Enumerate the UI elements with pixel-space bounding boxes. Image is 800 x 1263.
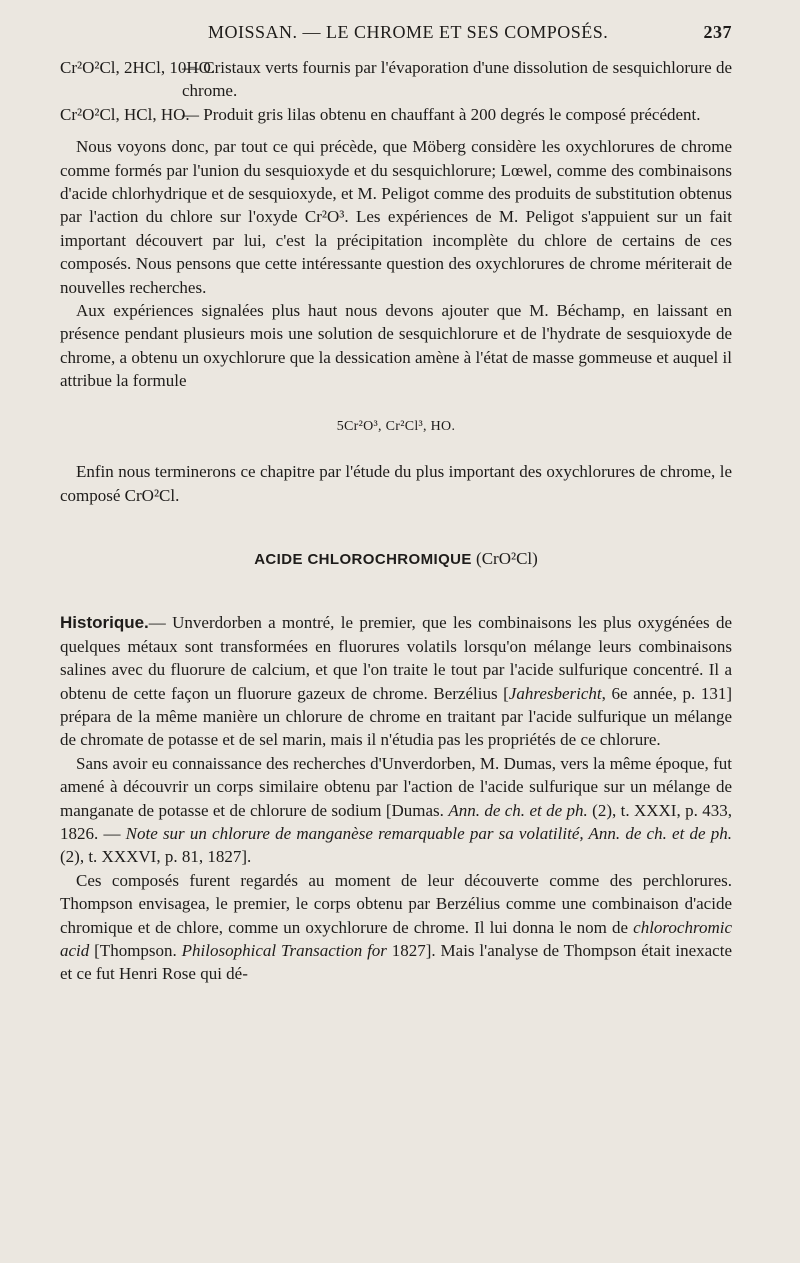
compound-description: — Cristaux verts fournis par l'évaporation d'une dissolution de sesquichlorure de chrome. xyxy=(182,58,733,101)
page-number: 237 xyxy=(703,22,732,42)
section-title xyxy=(60,547,732,571)
paragraph: Sans avoir eu connaissance des recherches d'Unverdorben, M. Dumas, vers la même époque, fut amené à découvrir un corps similaire obtenu par l'action de l'acide sulfurique sur un mélange de manganate de potasse et de chlorure de sodium [Dumas. Ann. de ch. et de ph. (2), t. XXXI, p. 433, 1826. — Note sur un chlorure de manganèse remarquable par sa volatilité, Ann. de ch. et de ph. (2), t. XXXVI, p. 81, 1827]. xyxy=(60,753,732,867)
body-text xyxy=(60,56,732,986)
paragraph: Historique.— Unverdorben a montré, le premier, que les combinaisons les plus oxygénées de quelques métaux sont transformées en fluorures volatils lorsqu'on mélange leurs combinaisons salines avec du fluorure de calcium, et que l'on traite le tout par l'acide sulfurique concentré. Il a obtenu de cette façon un fluorure gazeux de chrome. Berzélius [Jahresbericht, 6e année, p. 131] prépara de la même manière un chlorure de chrome en traitant par l'acide sulfurique un mélange de chromate de potasse et de sel marin, mais il n'étudia pas les propriétés de ce chlorure. xyxy=(60,613,732,750)
compound-formula: Cr²O²Cl, 2HCl, 10HO. xyxy=(60,58,216,77)
citation: Ann. de ch. et de ph. xyxy=(448,800,588,820)
citation: chlorochromic acid xyxy=(60,917,732,960)
formula-line: 5Cr²O³, Cr²Cl³, HO. xyxy=(336,418,456,434)
runin-heading: Historique. xyxy=(60,613,149,633)
paragraph: Aux expériences signalées plus haut nous devons ajouter que M. Béchamp, en laissant en présence pendant plusieurs mois une solution de sesquichlorure et de l'hydrate de sesquioxyde de chrome, a obtenu un oxychlorure que la dessication amène à l'état de masse gommeuse et auquel il attribue la formule xyxy=(60,301,732,391)
header-title: MOISSAN. — LE CHROME ET SES COMPOSÉS. xyxy=(208,22,609,42)
paragraph: Nous voyons donc, par tout ce qui précède, que Möberg considère les oxychlorures de chrome comme formés par l'union du sesquioxyde et du sesquichlorure; Lœwel, comme des combinaisons d'acide chlorhydrique et de sesquioxyde, et M. Peligot comme des produits de substitution obtenus par l'action du chlore sur l'oxyde Cr²O³. Les expériences de M. Peligot s'appuient sur un fait important découvert par lui, c'est la précipitation incomplète du chlore de certains de ces composés. Nous pensons que cette intéressante question des oxychlorures de chrome mériterait de nouvelles recherches. xyxy=(60,137,732,297)
compound-description: — Produit gris lilas obtenu en chauffant à 200 degrés le composé précédent. xyxy=(182,104,701,124)
citation: Philosophical Transaction for xyxy=(181,941,387,960)
section-title-text: ACIDE CHLOROCHROMIQUE xyxy=(254,550,472,568)
compound-formula: Cr²O²Cl, HCl, HO. xyxy=(60,104,190,124)
running-header xyxy=(60,22,732,50)
compound-entry xyxy=(60,56,732,103)
citation: Note sur un chlorure de manganèse remarquable par sa volatilité, Ann. de ch. et de ph. xyxy=(125,823,732,843)
citation: Jahresbericht xyxy=(508,683,602,703)
paragraph: Enfin nous terminerons ce chapitre par l'étude du plus important des oxychlorures de chrome, le composé CrO²Cl. xyxy=(60,462,732,505)
paragraph: Ces composés furent regardés au moment de leur découverte comme des perchlorures. Thompson envisagea, le premier, le corps obtenu par Berzélius comme une combinaison d'acide chromique et de chlore, comme un oxychlorure de chrome. Il lui donna le nom de chlorochromic acid [Thompson. Philosophical Transaction for 1827]. Mais l'analyse de Thompson était inexacte et ce fut Henri Rose qui dé- xyxy=(60,870,732,984)
compound-entry xyxy=(60,103,732,126)
section-formula: (CrO²Cl) xyxy=(476,548,538,568)
